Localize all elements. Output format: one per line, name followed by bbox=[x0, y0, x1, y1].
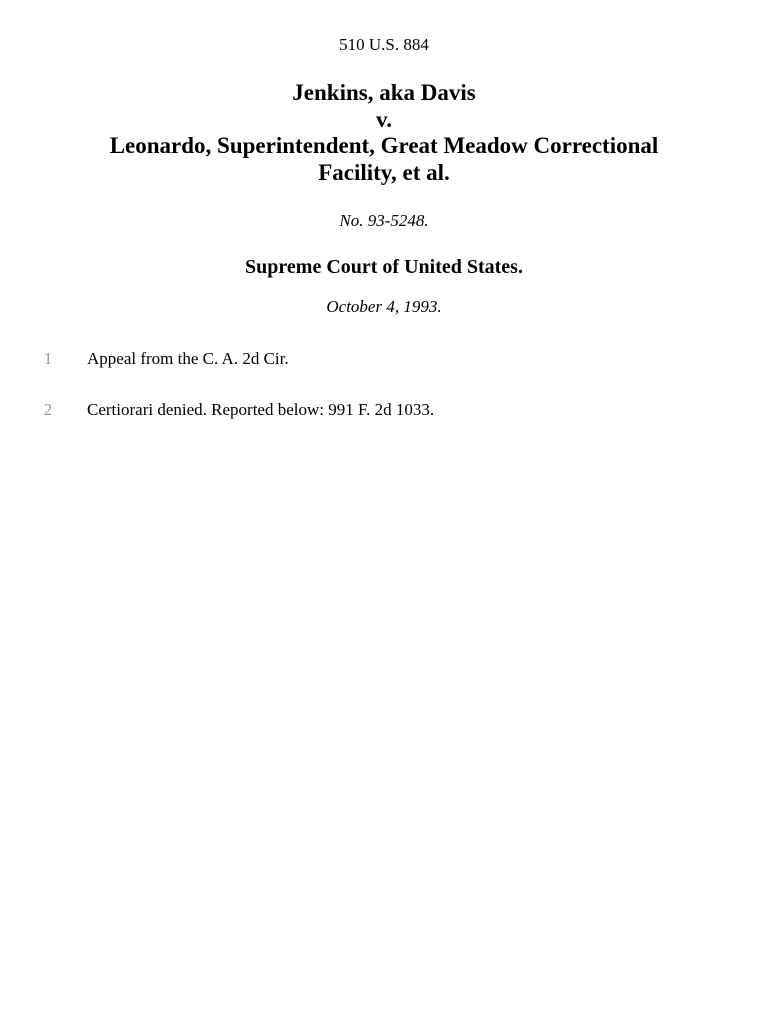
case-title bbox=[40, 80, 728, 186]
respondent-name-line-1: Leonardo, Superintendent, Great Meadow Correctional bbox=[109, 133, 659, 158]
paragraph-number: 2 bbox=[43, 400, 53, 419]
respondent-name-line-2: Facility, et al. bbox=[318, 159, 450, 185]
paragraph-number: 1 bbox=[43, 349, 53, 368]
paragraph-text: Appeal from the C. A. 2d Cir. bbox=[87, 349, 289, 368]
docket-number: No. 93-5248. bbox=[339, 211, 429, 230]
versus-label: v. bbox=[376, 106, 392, 132]
paragraph-text: Certiorari denied. Reported below: 991 F. 2d 1033. bbox=[87, 400, 435, 419]
court-name: Supreme Court of United States. bbox=[245, 256, 523, 278]
petitioner-name: Jenkins, aka Davis bbox=[292, 80, 476, 105]
decision-date: October 4, 1993. bbox=[326, 297, 442, 316]
case-citation: 510 U.S. 884 bbox=[339, 35, 429, 54]
